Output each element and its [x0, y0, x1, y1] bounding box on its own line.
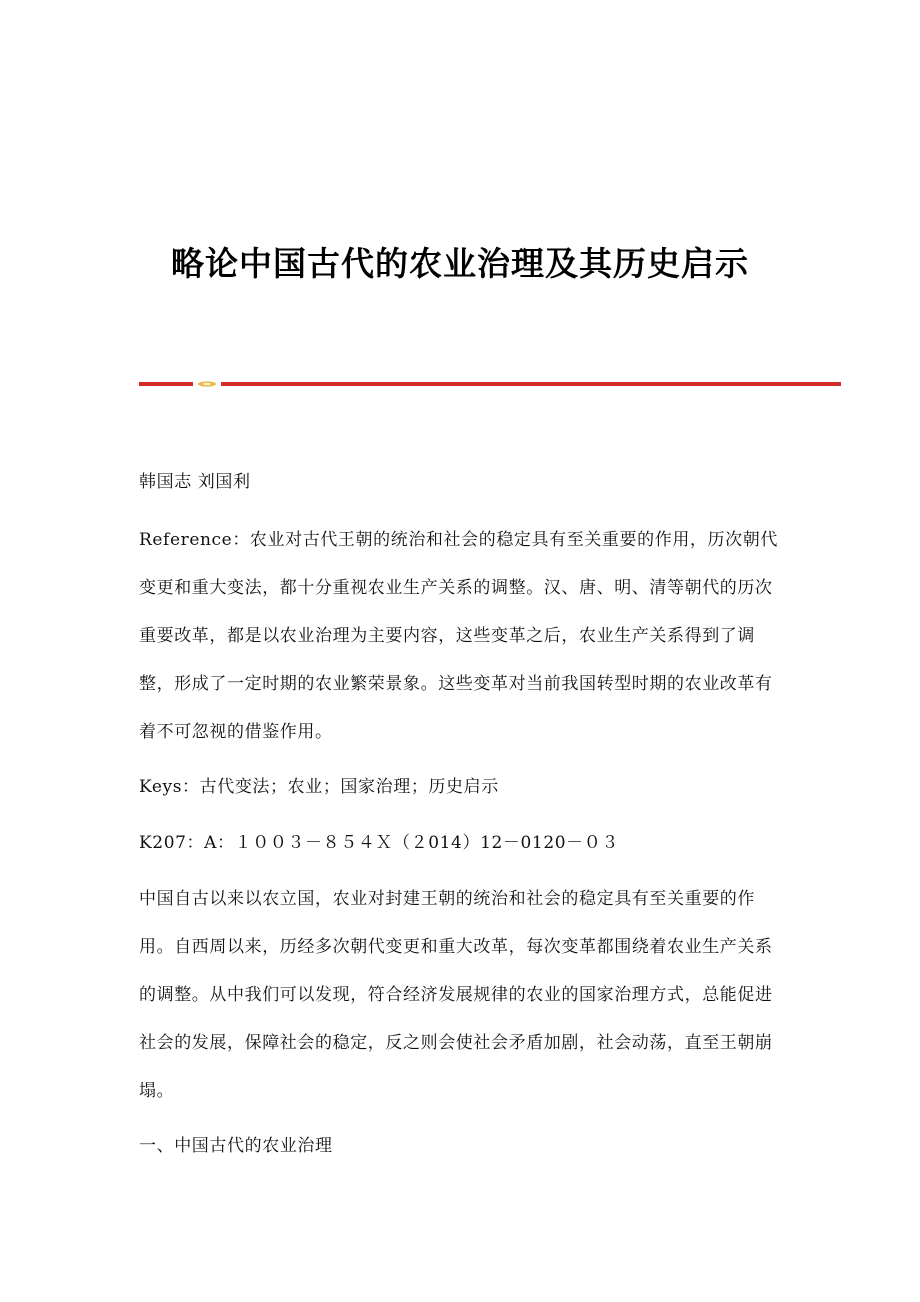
abstract-paragraph: Reference：农业对古代王朝的统治和社会的稳定具有至关重要的作用，历次朝代变更和重大变法，都十分重视农业生产关系的调整。汉、唐、明、清等朝代的历次重要改革，都是以农业治理为主要内容，这些变革之后，农业生产关系得到了调整，形成了一定时期的农业繁荣景象。这些变革对当前我国转型时期的农业改革有着不可忽视的借鉴作用。: [139, 530, 778, 742]
body-paragraph: 中国自古以来以农立国，农业对封建王朝的统治和社会的稳定具有至关重要的作用。自西周以来，历经多次朝代变更和重大改革，每次变革都围绕着农业生产关系的调整。从中我们可以发现，符合经济发展规律的农业的国家治理方式，总能促进社会的发展，保障社会的稳定，反之则会使社会矛盾加剧，社会动荡，直至王朝崩塌。: [139, 889, 773, 1101]
divider-right-segment: [221, 382, 841, 386]
divider-left-segment: [139, 382, 193, 386]
document-title: 略论中国古代的农业治理及其历史启示: [171, 244, 749, 284]
keywords-line: Keys：古代变法；农业；国家治理；历史启示: [139, 777, 499, 797]
classification-line: K207：A：１００３－８５４Ｘ（２014）12－0120－０３: [139, 833, 619, 853]
title-divider: [139, 381, 841, 387]
authors-line: 韩国志 刘国利: [139, 472, 251, 492]
section-heading: 一、中国古代的农业治理: [139, 1136, 333, 1156]
divider-ornament-icon: [197, 381, 217, 387]
